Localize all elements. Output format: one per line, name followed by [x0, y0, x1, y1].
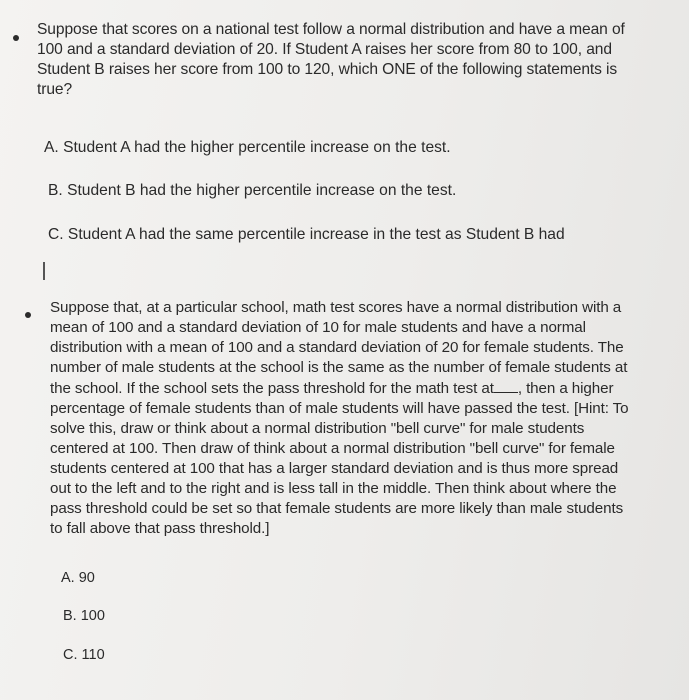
question-2-text [50, 298, 629, 539]
q2-option-c-label: C. 110 [63, 647, 105, 663]
q2-line-threshold-post: , then a higher [517, 380, 614, 397]
q1-option-a-label: A. Student A had the higher percentile increase on the test. [44, 139, 451, 156]
q2-line: percentage of female students than of male students will have passed the test. [Hint: To [50, 400, 629, 417]
q2-line: solve this, draw or think about a normal distribution "bell curve" for male students [50, 420, 585, 437]
q2-line: centered at 100. Then draw of think about a normal distribution "bell curve" for female [50, 440, 615, 457]
q2-line: distribution with a mean of 100 and a standard deviation of 20 for female students. The [50, 339, 624, 356]
q2-line: students centered at 100 that has a larger standard deviation and is thus more spread [50, 460, 619, 477]
q1-option-c-label: C. Student A had the same percentile increase in the test as Student B had [48, 226, 565, 243]
q2-option-a[interactable] [61, 568, 95, 588]
q2-line: mean of 100 and a standard deviation of 10 for male students and have a normal [50, 319, 586, 336]
q2-option-b-label: B. 100 [63, 608, 105, 624]
q1-line: true? [37, 81, 73, 98]
q1-option-b[interactable] [48, 181, 456, 201]
q1-line: Student B raises her score from 100 to 120, which ONE of the following statements is [37, 61, 618, 78]
q2-line-threshold [50, 378, 629, 399]
q1-option-a[interactable] [44, 138, 451, 158]
bullet-q2 [25, 312, 31, 318]
text-cursor [43, 262, 45, 280]
q1-option-c[interactable] [48, 225, 565, 245]
q2-option-a-label: A. 90 [61, 570, 95, 586]
q1-line: Suppose that scores on a national test follow a normal distribution and have a mean of [37, 21, 625, 38]
q2-option-b[interactable] [63, 606, 105, 626]
q2-line: number of male students at the school is the same as the number of female students at [50, 359, 628, 376]
q2-line: pass threshold could be set so that female students are more likely than male students [50, 500, 624, 517]
bullet-q1 [13, 35, 19, 41]
question-1-text [37, 20, 625, 100]
answer-blank [494, 378, 518, 393]
q1-line: 100 and a standard deviation of 20. If Student A raises her score from 80 to 100, and [37, 41, 612, 58]
q2-option-c[interactable] [63, 645, 105, 665]
q2-line: Suppose that, at a particular school, math test scores have a normal distribution with a [50, 299, 622, 316]
q2-line: out to the left and to the right and is less tall in the middle. Then think about where the [50, 480, 617, 497]
q1-option-b-label: B. Student B had the higher percentile increase on the test. [48, 182, 457, 199]
q2-line-threshold-pre: the school. If the school sets the pass threshold for the math test at [50, 380, 494, 397]
q2-line: to fall above that pass threshold.] [50, 520, 270, 537]
